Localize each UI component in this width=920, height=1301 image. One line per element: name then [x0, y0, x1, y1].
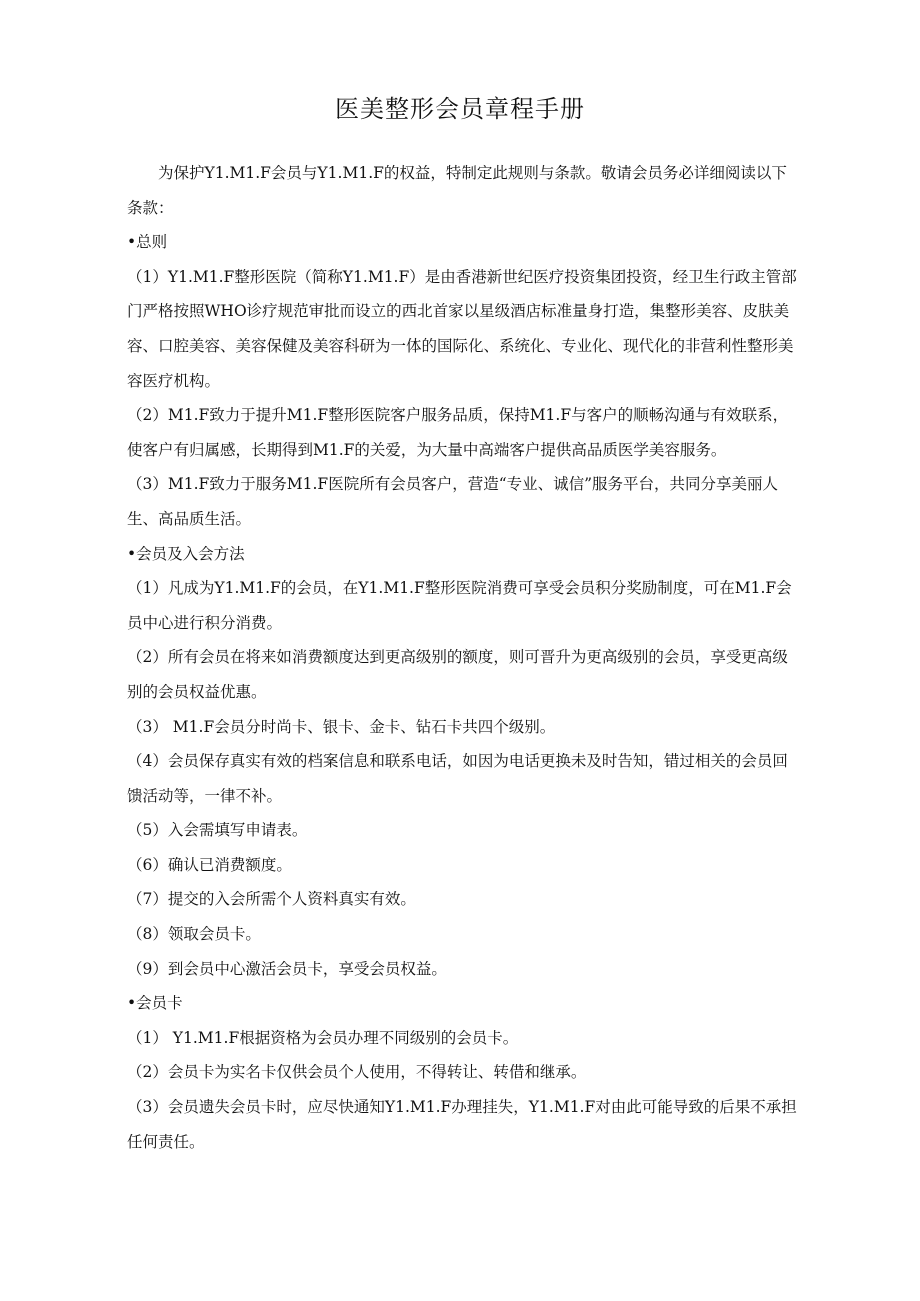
membership-item-2: （2）所有会员在将来如消费额度达到更高级别的额度，则可晋升为更高级别的会员，享受更高级别的会员权益优惠。: [127, 648, 788, 701]
card-item-2: （2）会员卡为实名卡仅供会员个人使用，不得转让、转借和继承。: [127, 1063, 587, 1082]
card-item-1: （1） Y1.M1.F根据资格为会员办理不同级别的会员卡。: [127, 1028, 519, 1047]
membership-item-1: （1）凡成为Y1.M1.F的会员，在Y1.M1.F整形医院消费可享受会员积分奖励制度，可在M1.F会员中心进行积分消费。: [127, 579, 792, 632]
membership-item-9: （9）到会员中心激活会员卡，享受会员权益。: [127, 959, 447, 978]
document-title: 医美整形会员章程手册: [335, 95, 585, 123]
document-body: [127, 156, 802, 1159]
general-item-3: （3）M1.F致力于服务M1.F医院所有会员客户，营造“专业、诚信”服务平台，共同分享美丽人生、高品质生活。: [127, 475, 779, 528]
membership-item-8: （8）领取会员卡。: [127, 925, 261, 944]
membership-item-7: （7）提交的入会所需个人资料真实有效。: [127, 890, 416, 909]
card-item-3: （3）会员遗失会员卡时，应尽快通知Y1.M1.F办理挂失，Y1.M1.F对由此可能导致的后果不承担任何责任。: [127, 1098, 797, 1151]
intro-paragraph: 为保护Y1.M1.F会员与Y1.M1.F的权益，特制定此规则与条款。敬请会员务必详细阅读以下条款：: [127, 164, 787, 217]
membership-item-3: （3） M1.F会员分时尚卡、银卡、金卡、钻石卡共四个级别。: [127, 717, 556, 736]
membership-item-4: （4）会员保存真实有效的档案信息和联系电话，如因为电话更换未及时告知，错过相关的会员回馈活动等，一律不补。: [127, 752, 788, 805]
section-heading-membership: •会员及入会方法: [127, 544, 245, 563]
general-item-2: （2）M1.F致力于提升M1.F整形医院客户服务品质，保持M1.F与客户的顺畅沟通与有效联系，使客户有归属感，长期得到M1.F的关爱，为大量中高端客户提供高品质医学美容服务。: [127, 406, 789, 459]
section-heading-general: •总则: [127, 233, 168, 252]
section-heading-member-card: •会员卡: [127, 994, 183, 1013]
general-item-1: （1）Y1.M1.F整形医院（简称Y1.M1.F）是由香港新世纪医疗投资集团投资，经卫生行政主管部门严格按照WHO诊疗规范审批而设立的西北首家以星级酒店标准量身打造，集整形美容、皮肤美容、口腔美容、美容保健及美容科研为一体的国际化、系统化、专业化、现代化的非营利性整形美容医疗机构。: [127, 267, 797, 390]
membership-item-6: （6）确认已消费额度。: [127, 855, 292, 874]
membership-item-5: （5）入会需填写申请表。: [127, 821, 308, 840]
